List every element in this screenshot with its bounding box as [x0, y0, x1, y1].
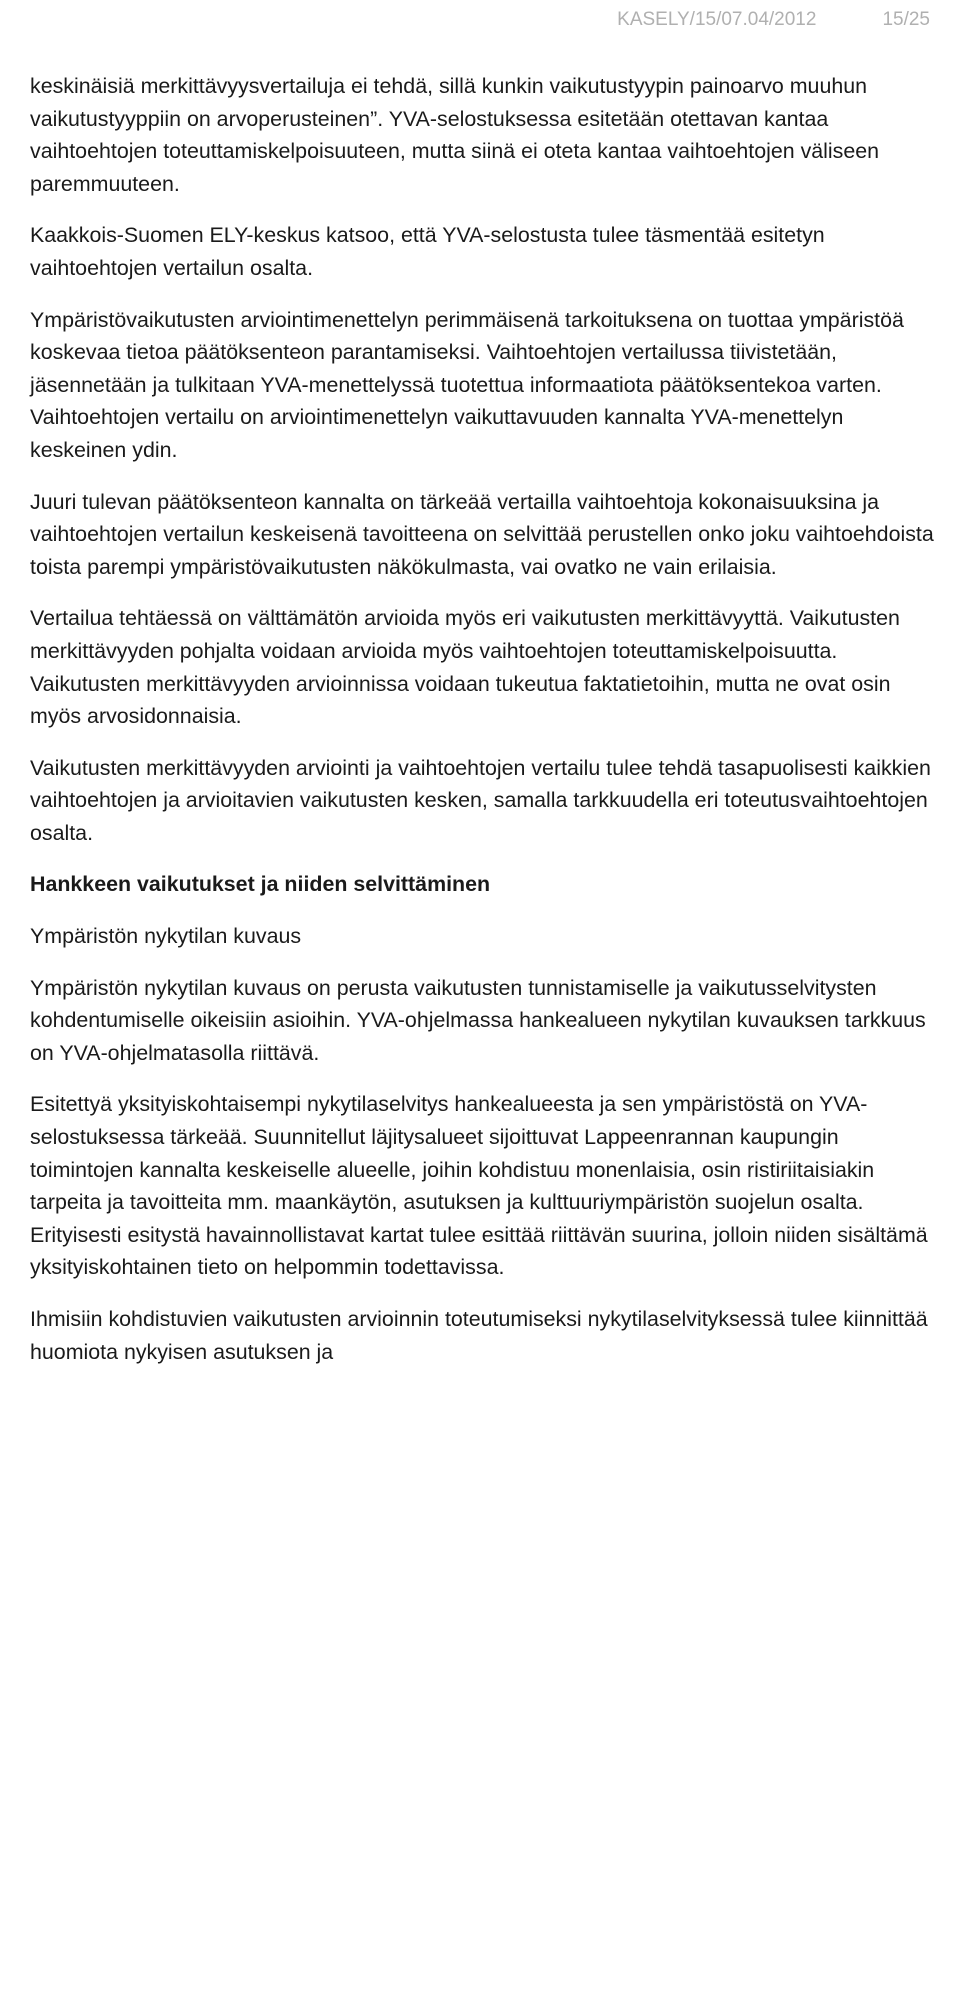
paragraph: Ihmisiin kohdistuvien vaikutusten arvioinnin toteutumiseksi nykytilaselvityksessä tulee kiinnittää huomiota nykyisen asutuksen ja: [30, 1307, 928, 1364]
paragraph: Kaakkois-Suomen ELY-keskus katsoo, että YVA-selostusta tulee täsmentää esitetyn vaihtoehtojen vertailun osalta.: [30, 223, 825, 280]
page-number: 15/25: [882, 9, 930, 30]
paragraph: Ympäristön nykytilan kuvaus on perusta vaikutusten tunnistamiselle ja vaikutusselvitysten kohdentumiselle oikeisiin asioihin. YVA-ohjelmassa hankealueen nykytilan kuvauksen tarkkuus on YVA-ohjelmatasolla riittävä.: [30, 975, 926, 1065]
section-subheading: Ympäristön nykytilan kuvaus: [30, 924, 302, 949]
document-reference: KASELY/15/07.04/2012: [617, 9, 817, 30]
paragraph: keskinäisiä merkittävyysvertailuja ei tehdä, sillä kunkin vaikutustyypin painoarvo muuhun vaikutustyyppiin on arvoperusteinen”. YVA-selostuksessa esitetään otettavan kantaa vaihtoehtojen toteuttamiskelpoisuuteen, mutta siinä ei oteta kantaa vaihtoehtojen väliseen paremmuuteen.: [30, 74, 880, 196]
paragraph: Esitettyä yksityiskohtaisempi nykytilaselvitys hankealueesta ja sen ympäristöstä on YVA-selostuksessa tärkeää. Suunnitellut läjitysalueet sijoittuvat Lappeenrannan kaupungin toimintojen kannalta keskeiselle alueelle, joihin kohdistuu monenlaisia, osin ristiriitaisiakin tarpeita ja tavoitteita mm. maankäytön, asutuksen ja kulttuuriympäristön suojelun osalta. Erityisesti esitystä havainnollistavat kartat tulee esittää riittävän suurina, jolloin niiden sisältämä yksityiskohtainen tieto on helpommin todettavissa.: [30, 1092, 928, 1280]
paragraph: Vertailua tehtäessä on välttämätön arvioida myös eri vaikutusten merkittävyyttä. Vaikutusten merkittävyyden pohjalta voidaan arvioida myös vaihtoehtojen toteuttamiskelpoisuutta. Vaikutusten merkittävyyden arvioinnissa voidaan tukeutua faktatietoihin, mutta ne ovat osin myös arvosidonnaisia.: [30, 606, 900, 729]
section-heading: Hankkeen vaikutukset ja niiden selvittäminen: [30, 872, 491, 897]
paragraph: Vaikutusten merkittävyyden arviointi ja vaihtoehtojen vertailu tulee tehdä tasapuolisesti kaikkien vaihtoehtojen ja arvioitavien vaikutusten kesken, samalla tarkkuudella eri toteutusvaihtoehtojen osalta.: [30, 755, 931, 845]
page-header: [617, 0, 930, 40]
paragraph: Juuri tulevan päätöksenteon kannalta on tärkeää vertailla vaihtoehtoja kokonaisuuksina ja vaihtoehtojen vertailun keskeisenä tavoitteena on selvittää perustellen onko joku vaihtoehdoista toista parempi ympäristövaikutusten näkökulmasta, vai ovatko ne vain erilaisia.: [30, 489, 934, 579]
paragraph: Ympäristövaikutusten arviointimenettelyn perimmäisenä tarkoituksena on tuottaa ympäristöä koskevaa tietoa päätöksenteon parantamiseksi. Vaihtoehtojen vertailussa tiivistetään, jäsennetään ja tulkitaan YVA-menettelyssä tuotettua informaatiota päätöksentekoa varten. Vaihtoehtojen vertailu on arviointimenettelyn vaikuttavuuden kannalta YVA-menettelyn keskeinen ydin.: [30, 307, 904, 462]
document-body: [30, 70, 940, 1387]
